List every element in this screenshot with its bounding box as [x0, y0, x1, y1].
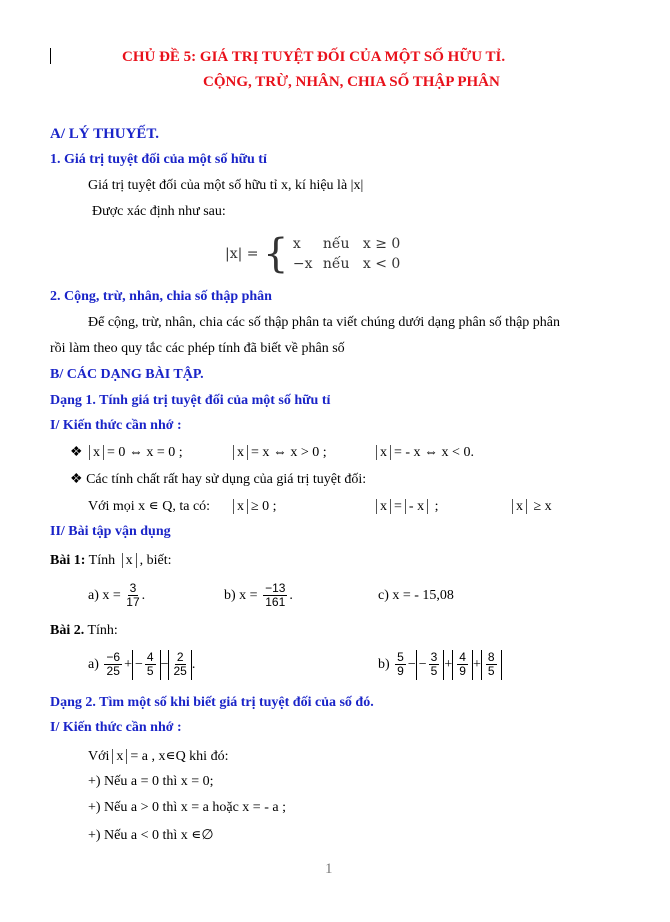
properties-line [88, 498, 588, 516]
dang-1-heading: Dạng 1. Tính giá trị tuyệt đối của một số hữu tỉ [50, 393, 331, 408]
bai-1 [50, 552, 171, 570]
dang-2-line-4: +) Nếu a < 0 thì x ∊∅ [88, 828, 214, 843]
math: ≥ 0 ; [251, 499, 277, 514]
abs-value: $\frac{8}{5}$ [481, 650, 502, 680]
fraction: $\frac{3}{17}$ [126, 581, 140, 610]
dang-2-line-2: +) Nếu a = 0 thì x = 0; [88, 774, 214, 789]
heading-a: A/ LÝ THUYẾT. [50, 126, 160, 142]
text: Tính: [87, 623, 118, 638]
fraction: $\frac{-6}{25}$ [106, 650, 121, 679]
bai-1-c: c) x = - 15,08 [378, 588, 454, 603]
heading-b: B/ CÁC DẠNG BÀI TẬP. [50, 367, 204, 382]
text: Với [88, 749, 110, 764]
math: x [93, 445, 100, 460]
dang-2-line-3: +) Nếu a > 0 thì x = a hoặc x = - a ; [88, 800, 286, 815]
math: x [380, 445, 387, 460]
paragraph: Để cộng, trừ, nhân, chia các số thập phân ta viết chúng dưới dạng phân số thập phân [88, 315, 561, 330]
bai-1-a: a) x = $\frac{3}{17}$ . [88, 581, 146, 610]
text: b) x = [224, 588, 258, 603]
kien-thuc-heading: I/ Kiến thức cần nhớ : [50, 418, 182, 433]
formula-cell: nếu [322, 236, 350, 252]
dang-2-line-1 [88, 748, 228, 766]
paragraph: Được xác định như sau: [92, 204, 226, 219]
text: b) [378, 657, 390, 672]
paragraph: Giá trị tuyệt đối của một số hữu tỉ x, kí hiệu là |x| [88, 178, 364, 193]
formula-cell: x < 0 [362, 256, 401, 272]
math: ≥ x [533, 499, 552, 514]
abs-value: $\frac{2}{25}$ [168, 650, 191, 680]
math: x [516, 499, 523, 514]
formula-cell: nếu [322, 256, 350, 272]
math: x [125, 553, 133, 568]
kien-thuc-heading-2: I/ Kiến thức cần nhớ : [50, 720, 182, 735]
brace: { [262, 231, 289, 277]
fraction: $\frac{-13}{161}$ [265, 581, 286, 610]
props-intro: Với mọi x ∊ Q, ta có: [88, 499, 211, 514]
math: x [237, 499, 244, 514]
abs-value: − $\frac{3}{5}$ [416, 650, 445, 680]
math: = - x ⇔ x < 0. [394, 445, 474, 460]
abs-definition-formula [225, 231, 401, 277]
bai-1-b: b) x = $\frac{-13}{161}$ . [224, 581, 293, 610]
fraction: $\frac{5}{9}$ [397, 650, 404, 679]
diamond-bullet-icon: ❖ [70, 445, 83, 460]
bullet-text: Các tính chất rất hay sử dụng của giá trị tuyệt đối: [86, 472, 367, 487]
bai-tap-heading: II/ Bài tập vận dụng [50, 524, 171, 539]
subheading-1: 1. Giá trị tuyệt đối của một số hữu tỉ [50, 152, 267, 167]
bai-label: Bài 2. [50, 623, 85, 638]
math: = 0 ⇔ x = 0 ; [107, 445, 183, 460]
math: x [380, 499, 387, 514]
math: x [116, 749, 124, 764]
math: ; [434, 499, 439, 514]
title-line-1: CHỦ ĐỀ 5: GIÁ TRỊ TUYỆT ĐỐI CỦA MỘT SỐ HỮU TỈ. [122, 49, 506, 65]
bullet-line-1 [70, 444, 474, 462]
page-number: 1 [325, 861, 333, 877]
bai-2-a: a) $\frac{-6}{25}$ + − $\frac{4}{5}$ − $\frac{2}{25}$ . [88, 650, 196, 679]
formula-cell: x ≥ 0 [362, 236, 401, 252]
text: a) x = [88, 588, 121, 603]
text: = a , x∊Q khi đó: [130, 749, 229, 764]
formula-cell: −x [292, 256, 313, 272]
dang-2-heading: Dạng 2. Tìm một số khi biết giá trị tuyệt đối của số đó. [50, 695, 374, 710]
abs-value: $\frac{4}{9}$ [452, 650, 473, 680]
bai-2-b: b) $\frac{5}{9}$ − − $\frac{3}{5}$ + $\frac{4}{9}$ + $\frac{8}{5}$ [378, 650, 502, 680]
formula-lhs: |x| = [225, 246, 259, 262]
text-cursor [50, 48, 51, 64]
diamond-bullet-icon: ❖ [70, 472, 83, 487]
math: = x ⇔ x > 0 ; [251, 445, 327, 460]
bullet-line-2 [70, 471, 366, 489]
abs-value: − $\frac{4}{5}$ [132, 650, 161, 680]
subheading-2: 2. Cộng, trừ, nhân, chia số thập phân [50, 289, 272, 304]
math: x [237, 445, 244, 460]
bai-label: Bài 1: [50, 553, 86, 568]
text: a) [88, 657, 99, 672]
bai-2 [50, 622, 118, 640]
text: Tính [88, 553, 116, 568]
title-line-2: CỘNG, TRỪ, NHÂN, CHIA SỐ THẬP PHÂN [203, 74, 500, 90]
text: , biết: [139, 553, 172, 568]
formula-cell: x [292, 236, 301, 252]
math: = [394, 499, 402, 514]
paragraph: rồi làm theo quy tắc các phép tính đã biết về phân số [50, 341, 345, 356]
math: - x [408, 499, 425, 514]
